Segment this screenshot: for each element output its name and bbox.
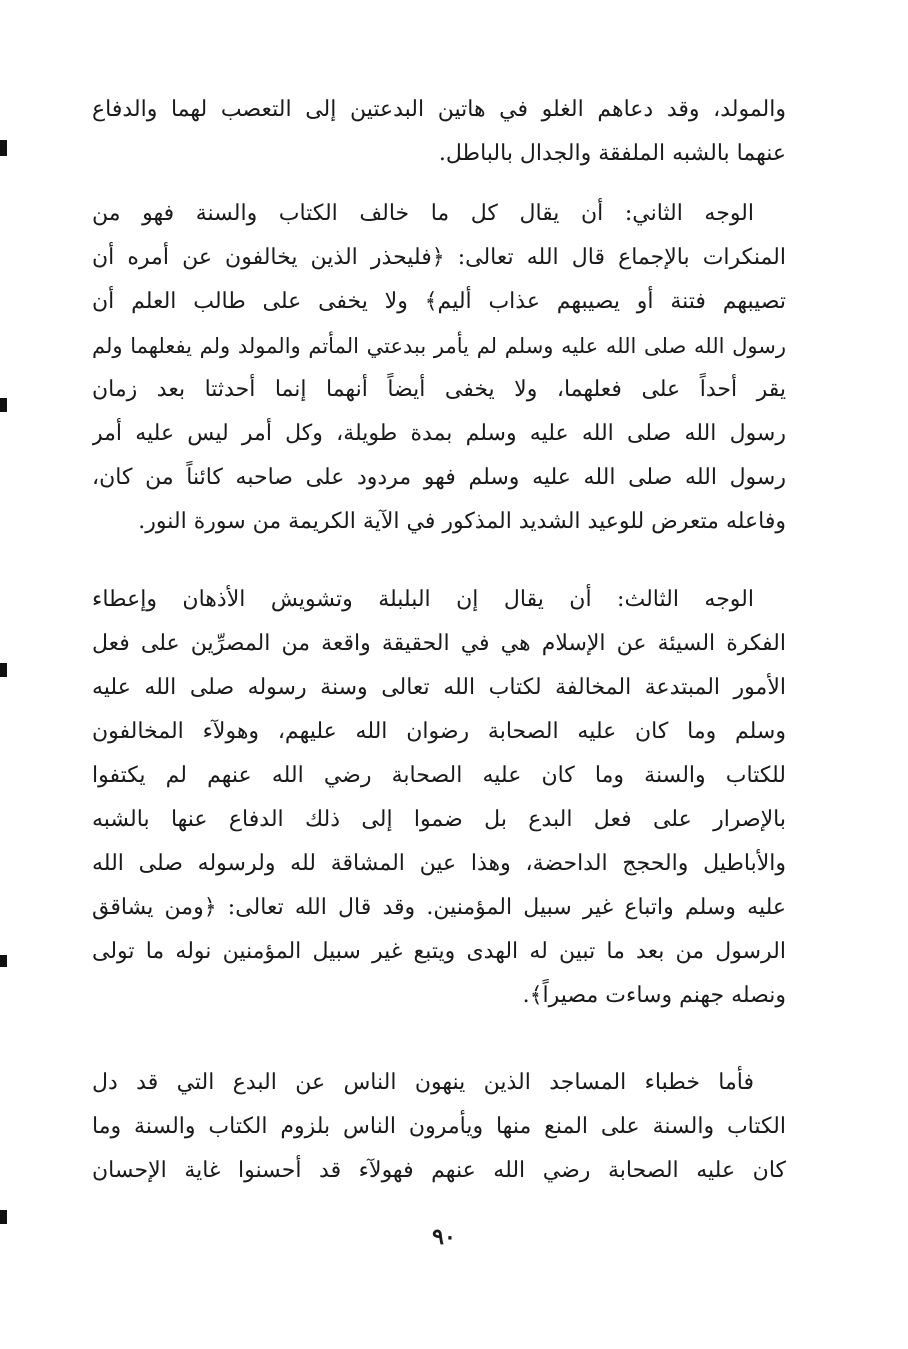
text-line: للكتاب والسنة وما كان عليه الصحابة رضي الله عنهم لم يكتفوا bbox=[92, 763, 786, 788]
text-line: عنهما بالشبه الملفقة والجدال بالباطل. bbox=[438, 141, 786, 166]
scan-margin-mark bbox=[0, 955, 7, 967]
text-line: والمولد، وقد دعاهم الغلو في هاتين البدعتين إلى التعصب لهما والدفاع bbox=[92, 97, 786, 122]
text-line: وفاعله متعرض للوعيد الشديد المذكور في الآية الكريمة من سورة النور. bbox=[138, 509, 786, 534]
text-line: المنكرات بالإجماع قال الله تعالى: ﴿فليحذر الذين يخالفون عن أمره أن bbox=[92, 245, 786, 270]
text-line: وسلم وما كان عليه الصحابة رضوان الله عليهم، وهولآء المخالفون bbox=[92, 719, 786, 744]
scan-margin-mark bbox=[0, 398, 7, 412]
text-line: رسول الله صلى الله عليه وسلم بمدة طويلة، وكل أمر ليس عليه أمر bbox=[92, 421, 786, 446]
text-line: ونصله جهنم وساءت مصيراً﴾. bbox=[522, 983, 786, 1008]
text-line: الفكرة السيئة عن الإسلام هي في الحقيقة واقعة من المصرِّين على فعل bbox=[92, 631, 786, 656]
text-line: الوجه الثالث: أن يقال إن البلبلة وتشويش الأذهان وإعطاء bbox=[92, 587, 754, 612]
text-line: بالإصرار على فعل البدع بل ضموا إلى ذلك الدفاع عنها بالشبه bbox=[92, 807, 786, 832]
text-line: الكتاب والسنة على المنع منها ويأمرون الناس بلزوم الكتاب والسنة وما bbox=[92, 1114, 786, 1139]
text-line: رسول الله صلى الله عليه وسلم فهو مردود على صاحبه كائناً من كان، bbox=[92, 465, 786, 490]
scan-margin-mark bbox=[0, 1210, 7, 1224]
text-line: فأما خطباء المساجد الذين ينهون الناس عن البدع التي قد دل bbox=[92, 1070, 754, 1095]
text-line: رسول الله صلى الله عليه وسلم لم يأمر ببدعتي المأتم والمولد ولم يفعلهما ولم bbox=[92, 334, 786, 358]
page-number: ٩٠ bbox=[432, 1224, 456, 1250]
text-line: الوجه الثاني: أن يقال كل ما خالف الكتاب والسنة فهو من bbox=[92, 201, 754, 226]
paragraph-continuation bbox=[92, 88, 786, 176]
scan-margin-mark bbox=[0, 140, 7, 156]
scan-margin-mark bbox=[0, 663, 7, 677]
paragraph-third-aspect bbox=[92, 578, 786, 1018]
paragraph-preachers bbox=[92, 1061, 786, 1193]
text-line: الأمور المبتدعة المخالفة لكتاب الله تعالى وسنة رسوله صلى الله عليه bbox=[92, 675, 786, 700]
text-line: الرسول من بعد ما تبين له الهدى ويتبع غير سبيل المؤمنين نوله ما تولى bbox=[92, 939, 786, 964]
text-line: تصيبهم فتنة أو يصيبهم عذاب أليم﴾ ولا يخفى على طالب العلم أن bbox=[92, 289, 786, 314]
text-line: عليه وسلم واتباع غير سبيل المؤمنين. وقد قال الله تعالى: ﴿ومن يشاقق bbox=[92, 895, 786, 920]
text-line: كان عليه الصحابة رضي الله عنهم فهولآء قد أحسنوا غاية الإحسان bbox=[92, 1158, 786, 1183]
paragraph-second-aspect bbox=[92, 192, 786, 544]
text-line: يقر أحداً على فعلهما، ولا يخفى أيضاً أنهما إنما أحدثتا بعد زمان bbox=[92, 377, 786, 402]
text-line: والأباطيل والحجج الداحضة، وهذا عين المشاقة لله ولرسوله صلى الله bbox=[92, 851, 786, 876]
